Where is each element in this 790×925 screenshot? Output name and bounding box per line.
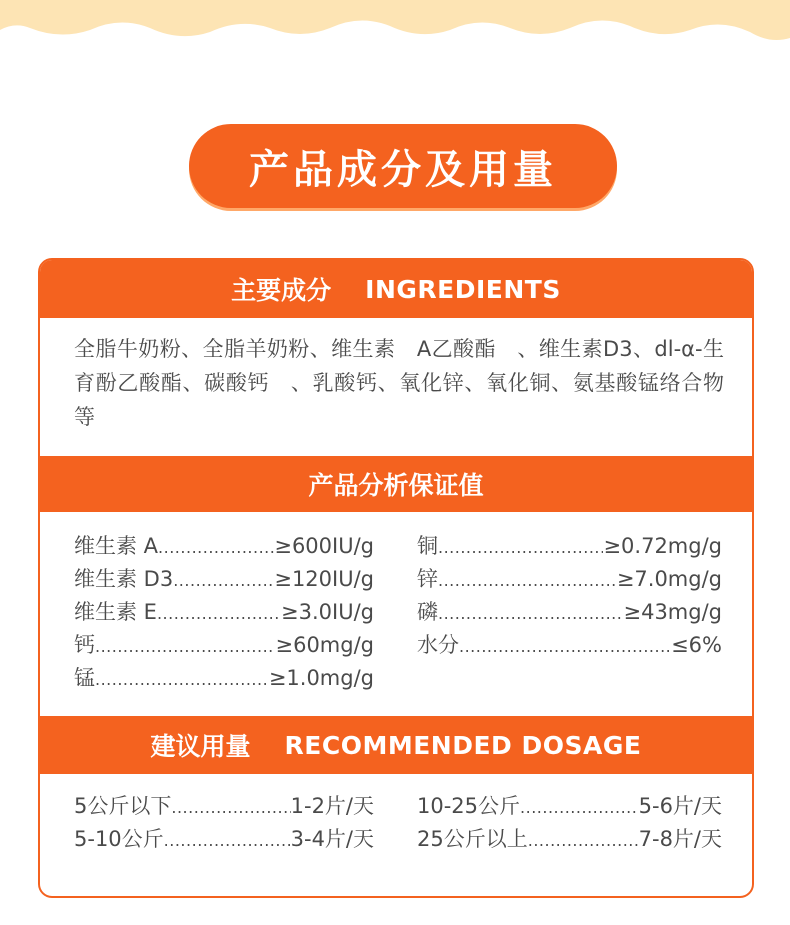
analysis-row [74, 563, 374, 596]
analysis-row [417, 563, 722, 596]
product-info-card [38, 258, 754, 898]
dosage-amount: 5-6片/天 [638, 794, 722, 818]
analysis-column-right [417, 530, 722, 662]
dosage-amount: 7-8片/天 [638, 827, 722, 851]
analysis-row [417, 629, 722, 662]
analysis-item-name: 钙 [74, 633, 95, 657]
dosage-column-right [417, 790, 722, 856]
ingredients-text: 全脂牛奶粉、全脂羊奶粉、维生素 A乙酸酯 、维生素D3、dl-α-生育酚乙酸酯、碳酸钙 、乳酸钙、氧化锌、氧化铜、氨基酸锰络合物等 [74, 337, 724, 429]
dosage-amount: 1-2片/天 [290, 794, 374, 818]
dosage-weight: 5-10公斤 [74, 827, 164, 851]
analysis-item-name: 锰 [74, 666, 95, 690]
ingredients-heading-cn: 主要成分 [231, 276, 332, 305]
analysis-item-value: ≥60mg/g [275, 633, 374, 657]
analysis-item-value: ≥43mg/g [623, 600, 722, 624]
analysis-column-left [74, 530, 374, 695]
analysis-item-value: ≥0.72mg/g [603, 534, 722, 558]
dosage-column-left [74, 790, 374, 856]
dosage-row [74, 790, 374, 823]
analysis-item-name: 维生素 A [74, 534, 159, 558]
analysis-row [74, 662, 374, 695]
analysis-row [417, 596, 722, 629]
page-title: 产品成分及用量 [249, 146, 557, 193]
analysis-item-name: 铜 [417, 534, 438, 558]
analysis-item-value: ≥120IU/g [274, 567, 374, 591]
dosage-heading-en: RECOMMENDED DOSAGE [284, 730, 642, 760]
analysis-item-value: ≥3.0IU/g [281, 600, 374, 624]
analysis-row [74, 596, 374, 629]
top-wave-decoration [0, 0, 790, 60]
dosage-weight: 5公斤以下 [74, 794, 172, 818]
analysis-row [417, 530, 722, 563]
dosage-row [74, 823, 374, 856]
analysis-item-value: ≥1.0mg/g [268, 666, 374, 690]
dosage-amount: 3-4片/天 [290, 827, 374, 851]
dosage-weight: 10-25公斤 [417, 794, 521, 818]
dosage-heading-cn: 建议用量 [150, 732, 251, 761]
analysis-item-value: ≥600IU/g [274, 534, 374, 558]
dosage-header [40, 716, 752, 774]
ingredients-heading-en: INGREDIENTS [365, 274, 561, 304]
analysis-row [74, 629, 374, 662]
analysis-item-name: 维生素 E [74, 600, 157, 624]
analysis-row [74, 530, 374, 563]
dosage-weight: 25公斤以上 [417, 827, 528, 851]
dosage-row [417, 790, 722, 823]
analysis-item-name: 磷 [417, 600, 438, 624]
analysis-header [40, 456, 752, 512]
dosage-row [417, 823, 722, 856]
analysis-item-name: 水分 [417, 633, 459, 657]
analysis-item-name: 锌 [417, 567, 438, 591]
analysis-item-value: ≥7.0mg/g [616, 567, 722, 591]
analysis-item-name: 维生素 D3 [74, 567, 174, 591]
page-title-badge [189, 124, 617, 208]
analysis-heading-cn: 产品分析保证值 [308, 471, 484, 500]
ingredients-header [40, 260, 752, 318]
analysis-item-value: ≤6% [671, 633, 722, 657]
